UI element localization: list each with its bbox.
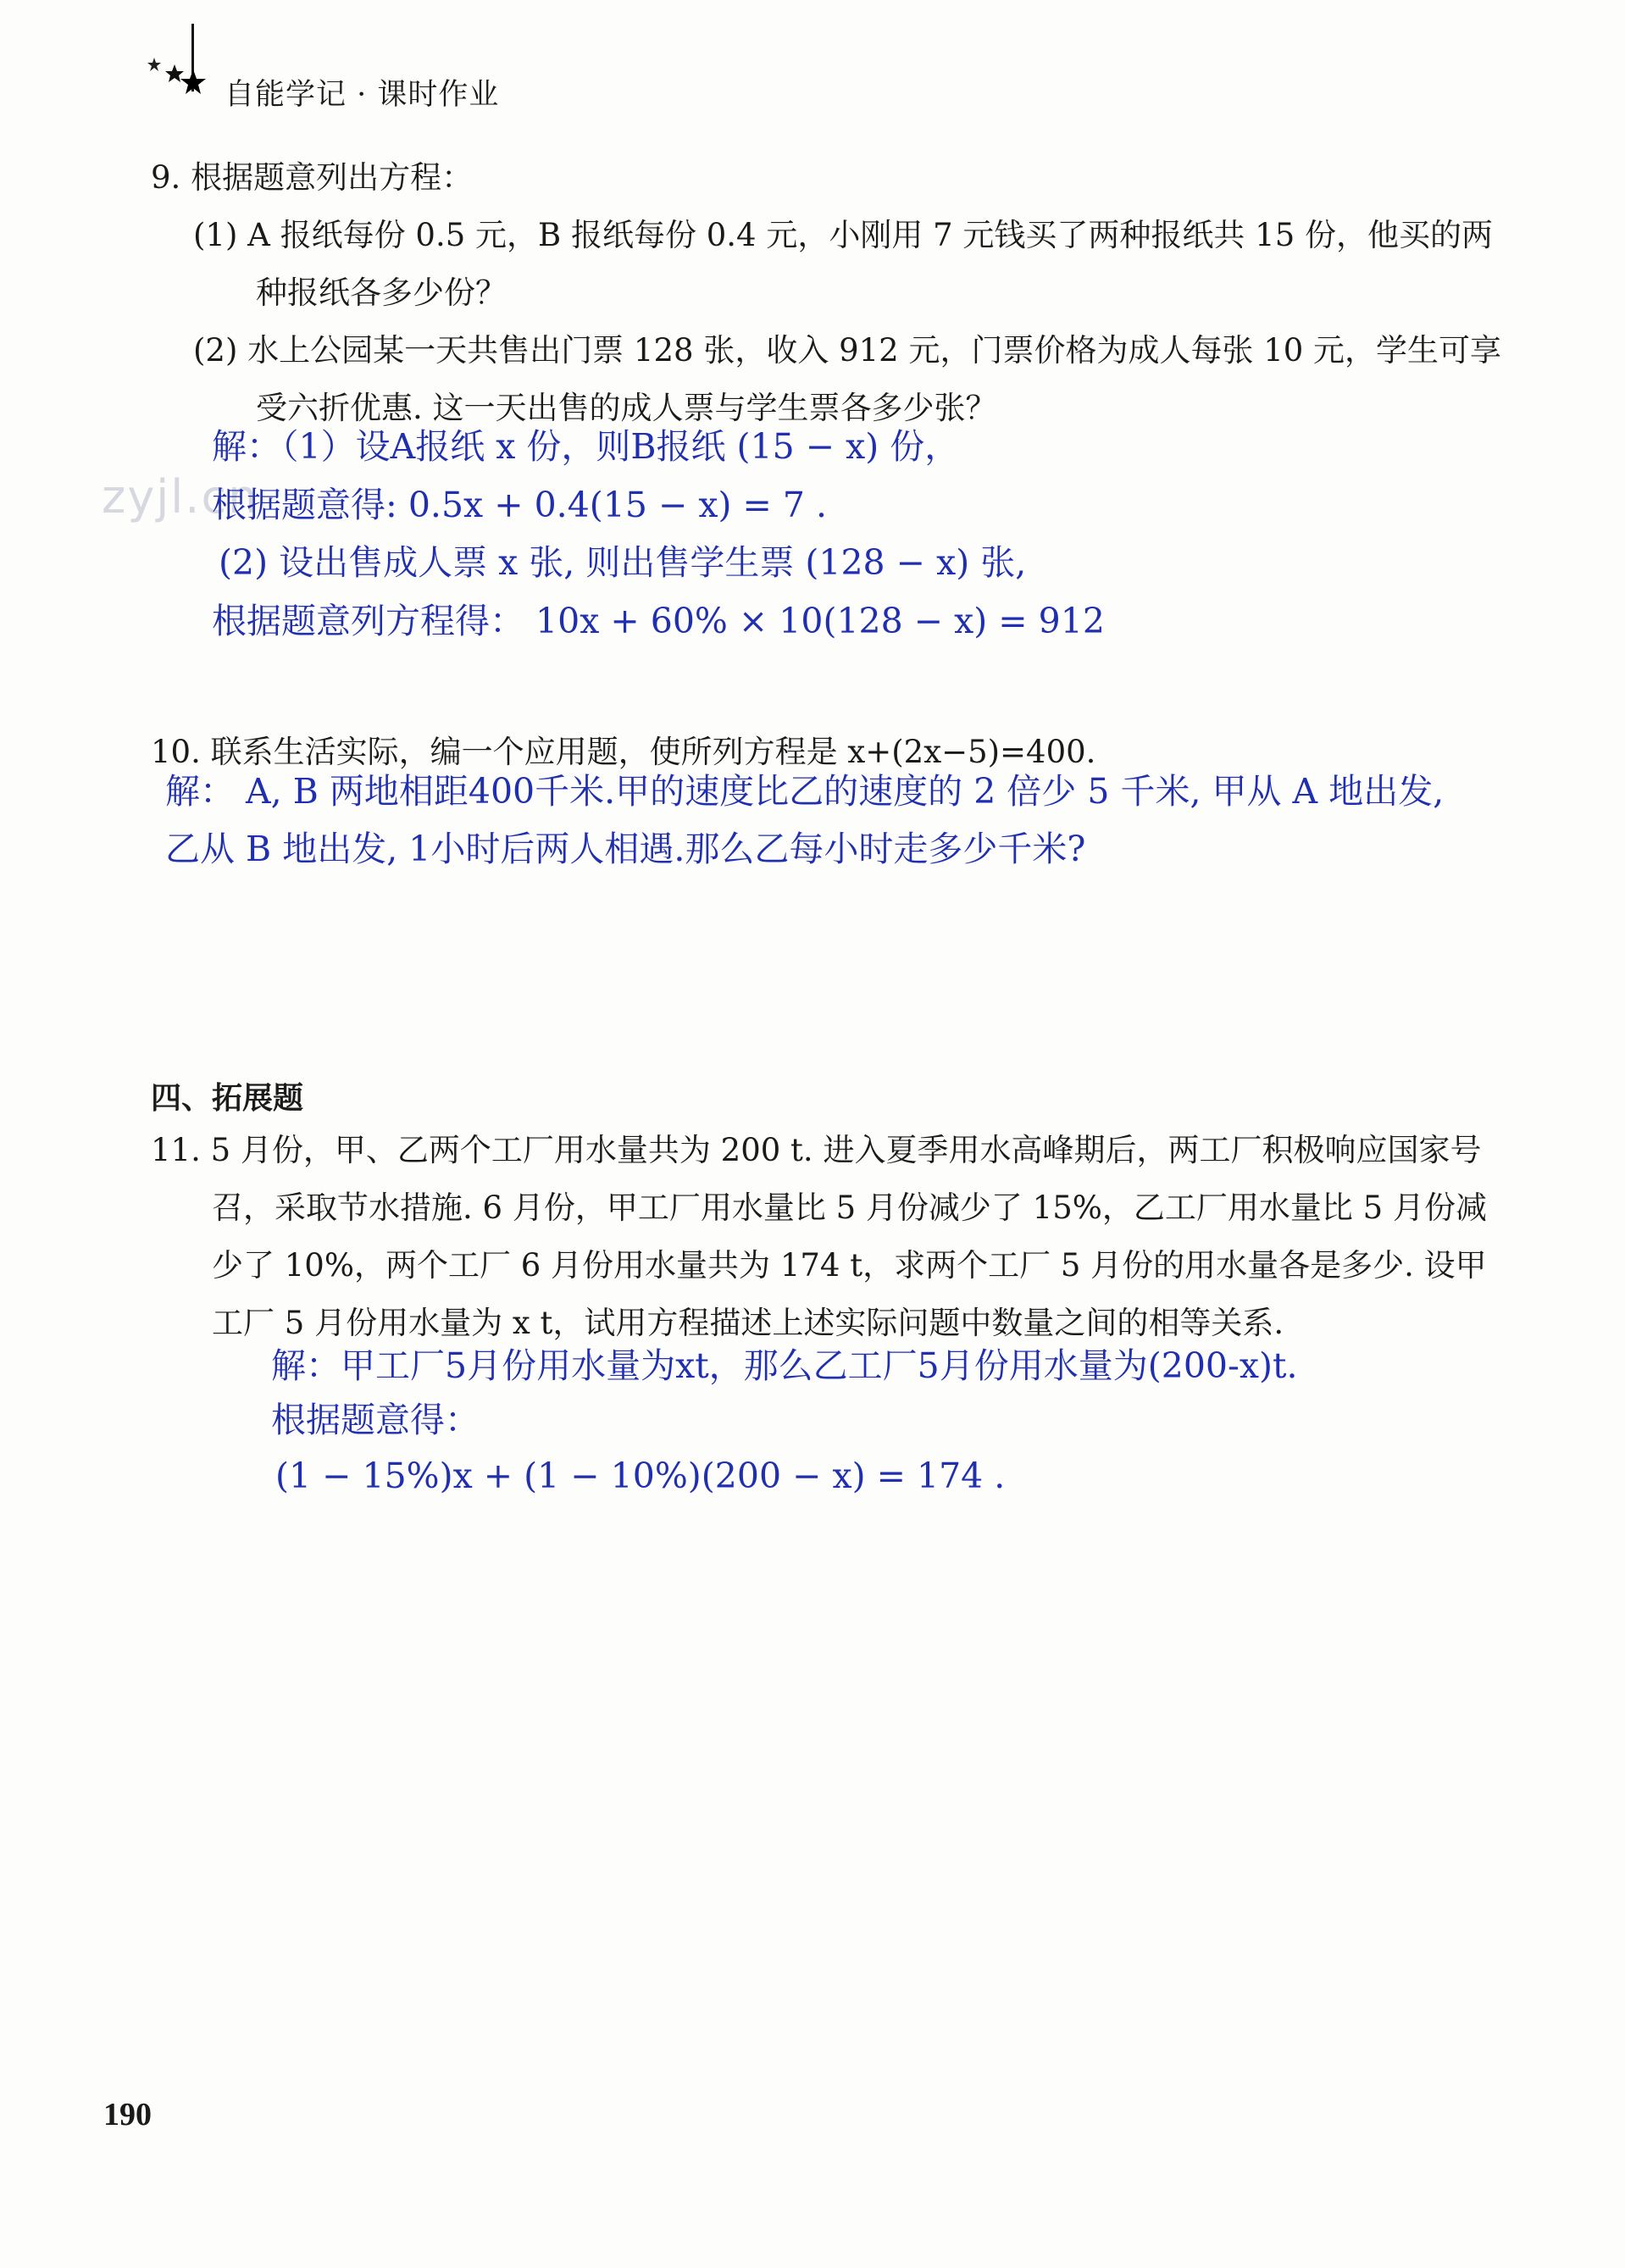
stars-icon xyxy=(144,53,212,103)
watermark: zyjl.cn xyxy=(102,470,259,524)
q11-line4: 工厂 5 月份用水量为 x t，试用方程描述上述实际问题中数量之间的相等关系. xyxy=(212,1305,1284,1341)
page-number: 190 xyxy=(103,2097,152,2132)
q9-answer-line1: 解：（1）设A报纸 x 份，则B报纸 (15 − x) 份， xyxy=(212,426,960,467)
q9-part2-line1: (2) 水上公园某一天共售出门票 128 张，收入 912 元，门票价格为成人每张 10 元，学生可享 xyxy=(193,332,1502,369)
q11-line2: 召，采取节水措施. 6 月份，甲工厂用水量比 5 月份减少了 15%，乙工厂用水量比 5 月份减 xyxy=(212,1189,1487,1226)
q10-answer-line2: 乙从 B 地出发, 1小时后两人相遇.那么乙每小时走多少千米? xyxy=(165,829,1086,869)
q10-answer-line1: 解： A, B 两地相距400千米.甲的速度比乙的速度的 2 倍少 5 千米, 甲从 A 地出发, xyxy=(165,771,1445,812)
q9-answer-line2: 根据题意得: 0.5x + 0.4(15 − x) = 7 . xyxy=(212,485,828,525)
q9-part2-line2: 受六折优惠. 这一天出售的成人票与学生票各多少张？ xyxy=(256,390,997,426)
q11-answer-line3: (1 − 15%)x + (1 − 10%)(200 − x) = 174 . xyxy=(275,1456,1006,1496)
q11-answer-line1: 解：甲工厂5月份用水量为xt，那么乙工厂5月份用水量为(200-x)t. xyxy=(271,1345,1298,1386)
q9-part1-line1: (1) A 报纸每份 0.5 元，B 报纸每份 0.4 元，小刚用 7 元钱买了两种报纸共 15 份，他买的两 xyxy=(193,217,1493,253)
q9-answer-line4: 根据题意列方程得： 10x + 60% × 10(128 − x) = 912 xyxy=(212,601,1105,641)
section-title: 四、拓展题 xyxy=(151,1081,304,1116)
q9-answer-line3: (2) 设出售成人票 x 张, 则出售学生票 (128 − x) 张, xyxy=(219,542,1027,583)
header-title: 自能学记 · 课时作业 xyxy=(225,78,500,112)
q10-stem: 10. 联系生活实际，编一个应用题，使所列方程是 x+(2x−5)=400. xyxy=(151,734,1096,770)
q11-answer-line2: 根据题意得： xyxy=(271,1400,480,1440)
q9-part1-line2: 种报纸各多少份？ xyxy=(256,274,507,311)
q11-line1: 11. 5 月份，甲、乙两个工厂用水量共为 200 t. 进入夏季用水高峰期后，两工厂积极响应国家号 xyxy=(151,1132,1482,1168)
q11-line3: 少了 10%，两个工厂 6 月份用水量共为 174 t，求两个工厂 5 月份的用水量各是多少. 设甲 xyxy=(212,1247,1487,1284)
q9-stem: 9. 根据题意列出方程： xyxy=(151,159,474,196)
